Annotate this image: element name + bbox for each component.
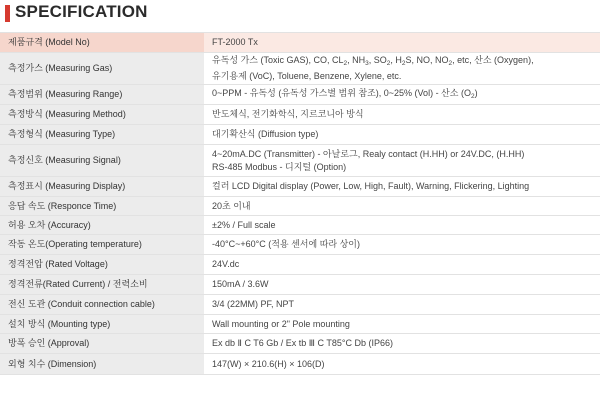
spec-value: 3/4 (22MM) PF, NPT (204, 295, 600, 315)
spec-label: 제품규격 (Model No) (0, 33, 204, 53)
spec-label: 외형 치수 (Dimension) (0, 354, 204, 375)
spec-value: Ex db Ⅱ C T6 Gb / Ex tb Ⅲ C T85°C Db (IP66) (204, 334, 600, 354)
spec-row (0, 177, 600, 197)
spec-row (0, 33, 600, 53)
spec-row (0, 354, 600, 375)
spec-label: 정격전류(Rated Current) / 전력소비 (0, 275, 204, 295)
spec-label: 측정범위 (Measuring Range) (0, 85, 204, 105)
spec-value: 유독성 가스 (Toxic GAS), CO, $CL_2$, $NH_3$, $SO_2$, $H_2S$, NO, $NO_2$, etc, 산소 (Oxygen), 유기용제 (VoC), Toluene, Benzene, Xylene, etc. (204, 53, 600, 85)
spec-row (0, 125, 600, 145)
spec-row (0, 85, 600, 105)
spec-value: 150mA / 3.6W (204, 275, 600, 295)
spec-row (0, 235, 600, 255)
spec-value: FT-2000 Tx (204, 33, 600, 53)
spec-value: 147(W) × 210.6(H) × 106(D) (204, 354, 600, 375)
header-accent-bar (5, 5, 10, 22)
spec-row (0, 145, 600, 177)
spec-value: 대기확산식 (Diffusion type) (204, 125, 600, 145)
spec-label: 설치 방식 (Mounting type) (0, 315, 204, 334)
spec-label: 측정표시 (Measuring Display) (0, 177, 204, 197)
spec-value: 4~20mA.DC (Transmitter) - 아날로그, Realy contact (H.HH) or 24V.DC, (H.HH) RS-485 Modbus - 디지털 (Option) (204, 145, 600, 177)
page-title: SPECIFICATION (15, 2, 148, 21)
spec-label: 측정방식 (Measuring Method) (0, 105, 204, 125)
spec-label: 허용 오차 (Accuracy) (0, 216, 204, 235)
spec-value: 0~PPM - 유독성 (유독성 가스별 범위 참조), 0~25% (Vol) - 산소 $(O_2)$ (204, 85, 600, 105)
spec-label: 측정형식 (Measuring Type) (0, 125, 204, 145)
spec-value: -40°C~+60°C (적용 센서에 따라 상이) (204, 235, 600, 255)
spec-row (0, 197, 600, 216)
spec-row (0, 105, 600, 125)
spec-row (0, 216, 600, 235)
spec-row (0, 315, 600, 334)
spec-row (0, 295, 600, 315)
spec-label: 정격전압 (Rated Voltage) (0, 255, 204, 275)
spec-value: 24V.dc (204, 255, 600, 275)
spec-row (0, 334, 600, 354)
spec-row (0, 275, 600, 295)
spec-header (0, 0, 600, 28)
spec-label: 전신 도관 (Conduit connection cable) (0, 295, 204, 315)
spec-label: 응답 속도 (Responce Time) (0, 197, 204, 216)
spec-label: 작동 온도(Operating temperature) (0, 235, 204, 255)
spec-label: 측정가스 (Measuring Gas) (0, 53, 204, 85)
spec-value: Wall mounting or 2" Pole mounting (204, 315, 600, 334)
spec-value: 컬러 LCD Digital display (Power, Low, High, Fault), Warning, Flickering, Lighting (204, 177, 600, 197)
spec-value: 20초 이내 (204, 197, 600, 216)
spec-row (0, 255, 600, 275)
spec-label: 측정신호 (Measuring Signal) (0, 145, 204, 177)
spec-table (0, 32, 600, 375)
spec-value: 반도체식, 전기화학식, 지르코니아 방식 (204, 105, 600, 125)
spec-label: 방폭 승인 (Approval) (0, 334, 204, 354)
spec-value: ±2% / Full scale (204, 216, 600, 235)
spec-row (0, 53, 600, 85)
